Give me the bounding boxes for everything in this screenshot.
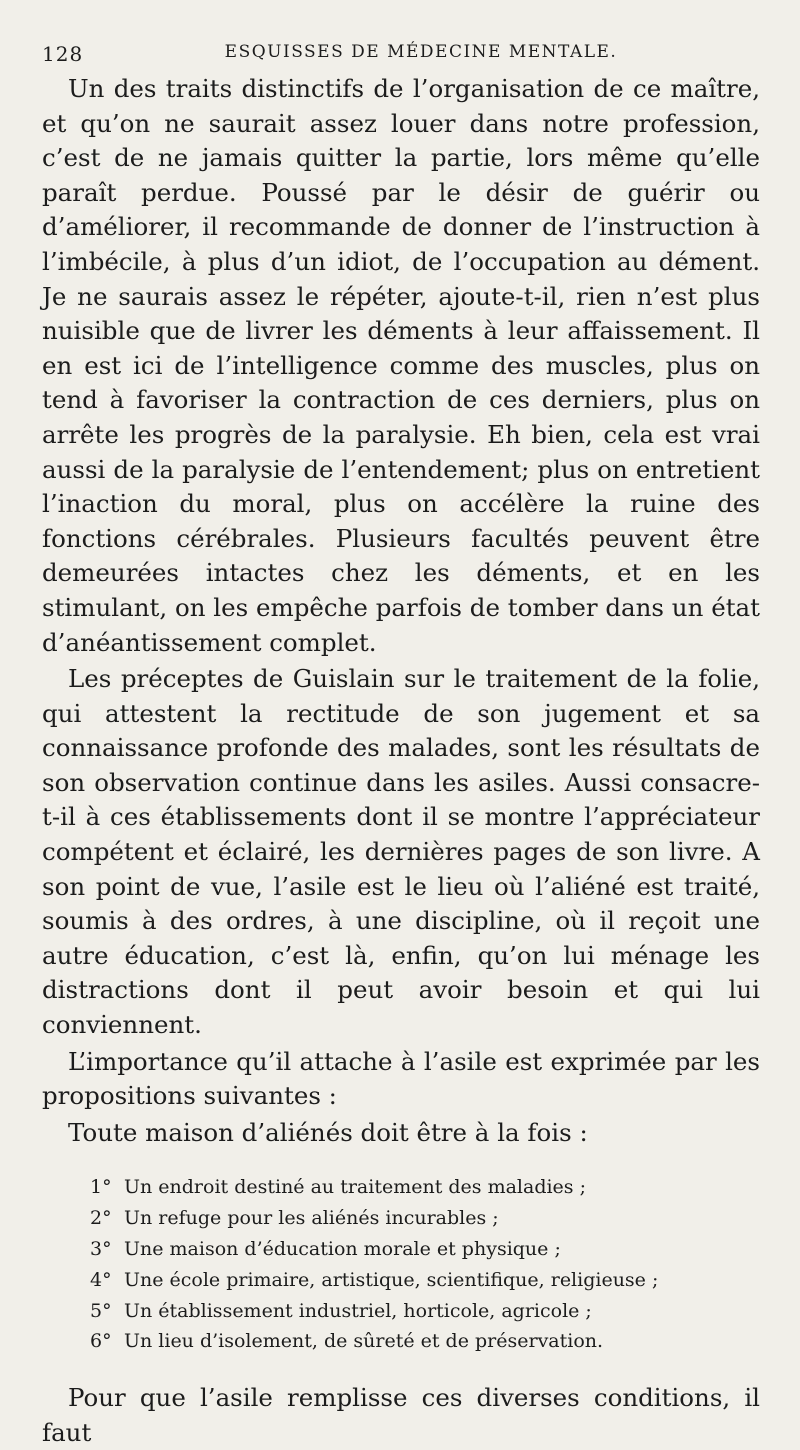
running-head: ESQUISSES DE MÉDECINE MENTALE. <box>224 42 618 62</box>
list-item-text: Un établissement industriel, horticole, agricole ; <box>124 1299 592 1322</box>
list-item-text: Un refuge pour les aliénés incurables ; <box>124 1207 499 1230</box>
list-item <box>90 1326 760 1357</box>
list-item-number: 1° <box>90 1176 112 1199</box>
list-item <box>90 1296 760 1327</box>
closing-line: Pour que l’asile remplisse ces diverses conditions, il faut <box>42 1383 760 1447</box>
page-header <box>42 38 760 72</box>
list-item-number: 5° <box>90 1299 112 1322</box>
list-item <box>90 1265 760 1296</box>
list-item-number: 4° <box>90 1268 112 1291</box>
list-item-text: Une maison d’éducation morale et physique ; <box>124 1238 561 1260</box>
page-number: 128 <box>42 42 84 66</box>
list-lead: Toute maison d’aliénés doit être à la fois : <box>68 1117 588 1147</box>
list-item-text: Une école primaire, artistique, scientifique, religieuse ; <box>124 1268 659 1291</box>
paragraph-3: L’importance qu’il attache à l’asile est exprimée par les propositions suivantes : <box>42 1046 760 1111</box>
paragraph-1: Un des traits distinctifs de l’organisation de ce maître, et qu’on ne saurait assez louer dans notre profession, c’est de ne jamais quitter la partie, lors même qu’elle paraît perdue. Poussé par le désir de guérir ou d’améliorer, il recommande de donner de l’instruction à l’imbécile, à plus d’un idiot, de l’occupation au dément. Je ne saurais assez le répéter, ajoute-t-il, rien n’est plus nuisible que de livrer les déments à leur affaissement. Il en est ici de l’intelligence comme des muscles, plus on tend à favoriser la contraction de ces derniers, plus on arrête les progrès de la paralysie. Eh bien, cela est vrai aussi de la paralysie de l’entendement; plus on entretient l’inaction du moral, plus on accélère la ruine des fonctions cérébrales. Plusieurs facultés peuvent être demeurées intactes chez les déments, et en les stimulant, on les empêche parfois de tomber dans un état d’anéantissement complet. <box>42 74 760 657</box>
list-item <box>90 1172 760 1203</box>
list-item <box>90 1234 760 1265</box>
paragraph-2: Les préceptes de Guislain sur le traitement de la folie, qui attestent la rectitude de son jugement et sa connaissance profonde des malades, sont les résultats de son observation continue dans les asiles. Aussi consacre-t-il à ces établissements dont il se montre l’appréciateur compétent et éclairé, les dernières pages de son livre. A son point de vue, l’asile est le lieu où l’aliéné est traité, soumis à des ordres, à une discipline, où il reçoit une autre éducation, c’est là, enfin, qu’on lui ménage les distractions dont il peut avoir besoin et qui lui conviennent. <box>42 664 760 1040</box>
list-item-number: 3° <box>90 1238 112 1260</box>
list-item-text: Un lieu d’isolement, de sûreté et de préservation. <box>124 1330 604 1353</box>
list-item <box>90 1203 760 1234</box>
propositions-list <box>42 1172 760 1357</box>
list-item-text: Un endroit destiné au traitement des maladies ; <box>124 1176 586 1199</box>
list-item-number: 2° <box>90 1207 112 1230</box>
list-item-number: 6° <box>90 1330 112 1353</box>
